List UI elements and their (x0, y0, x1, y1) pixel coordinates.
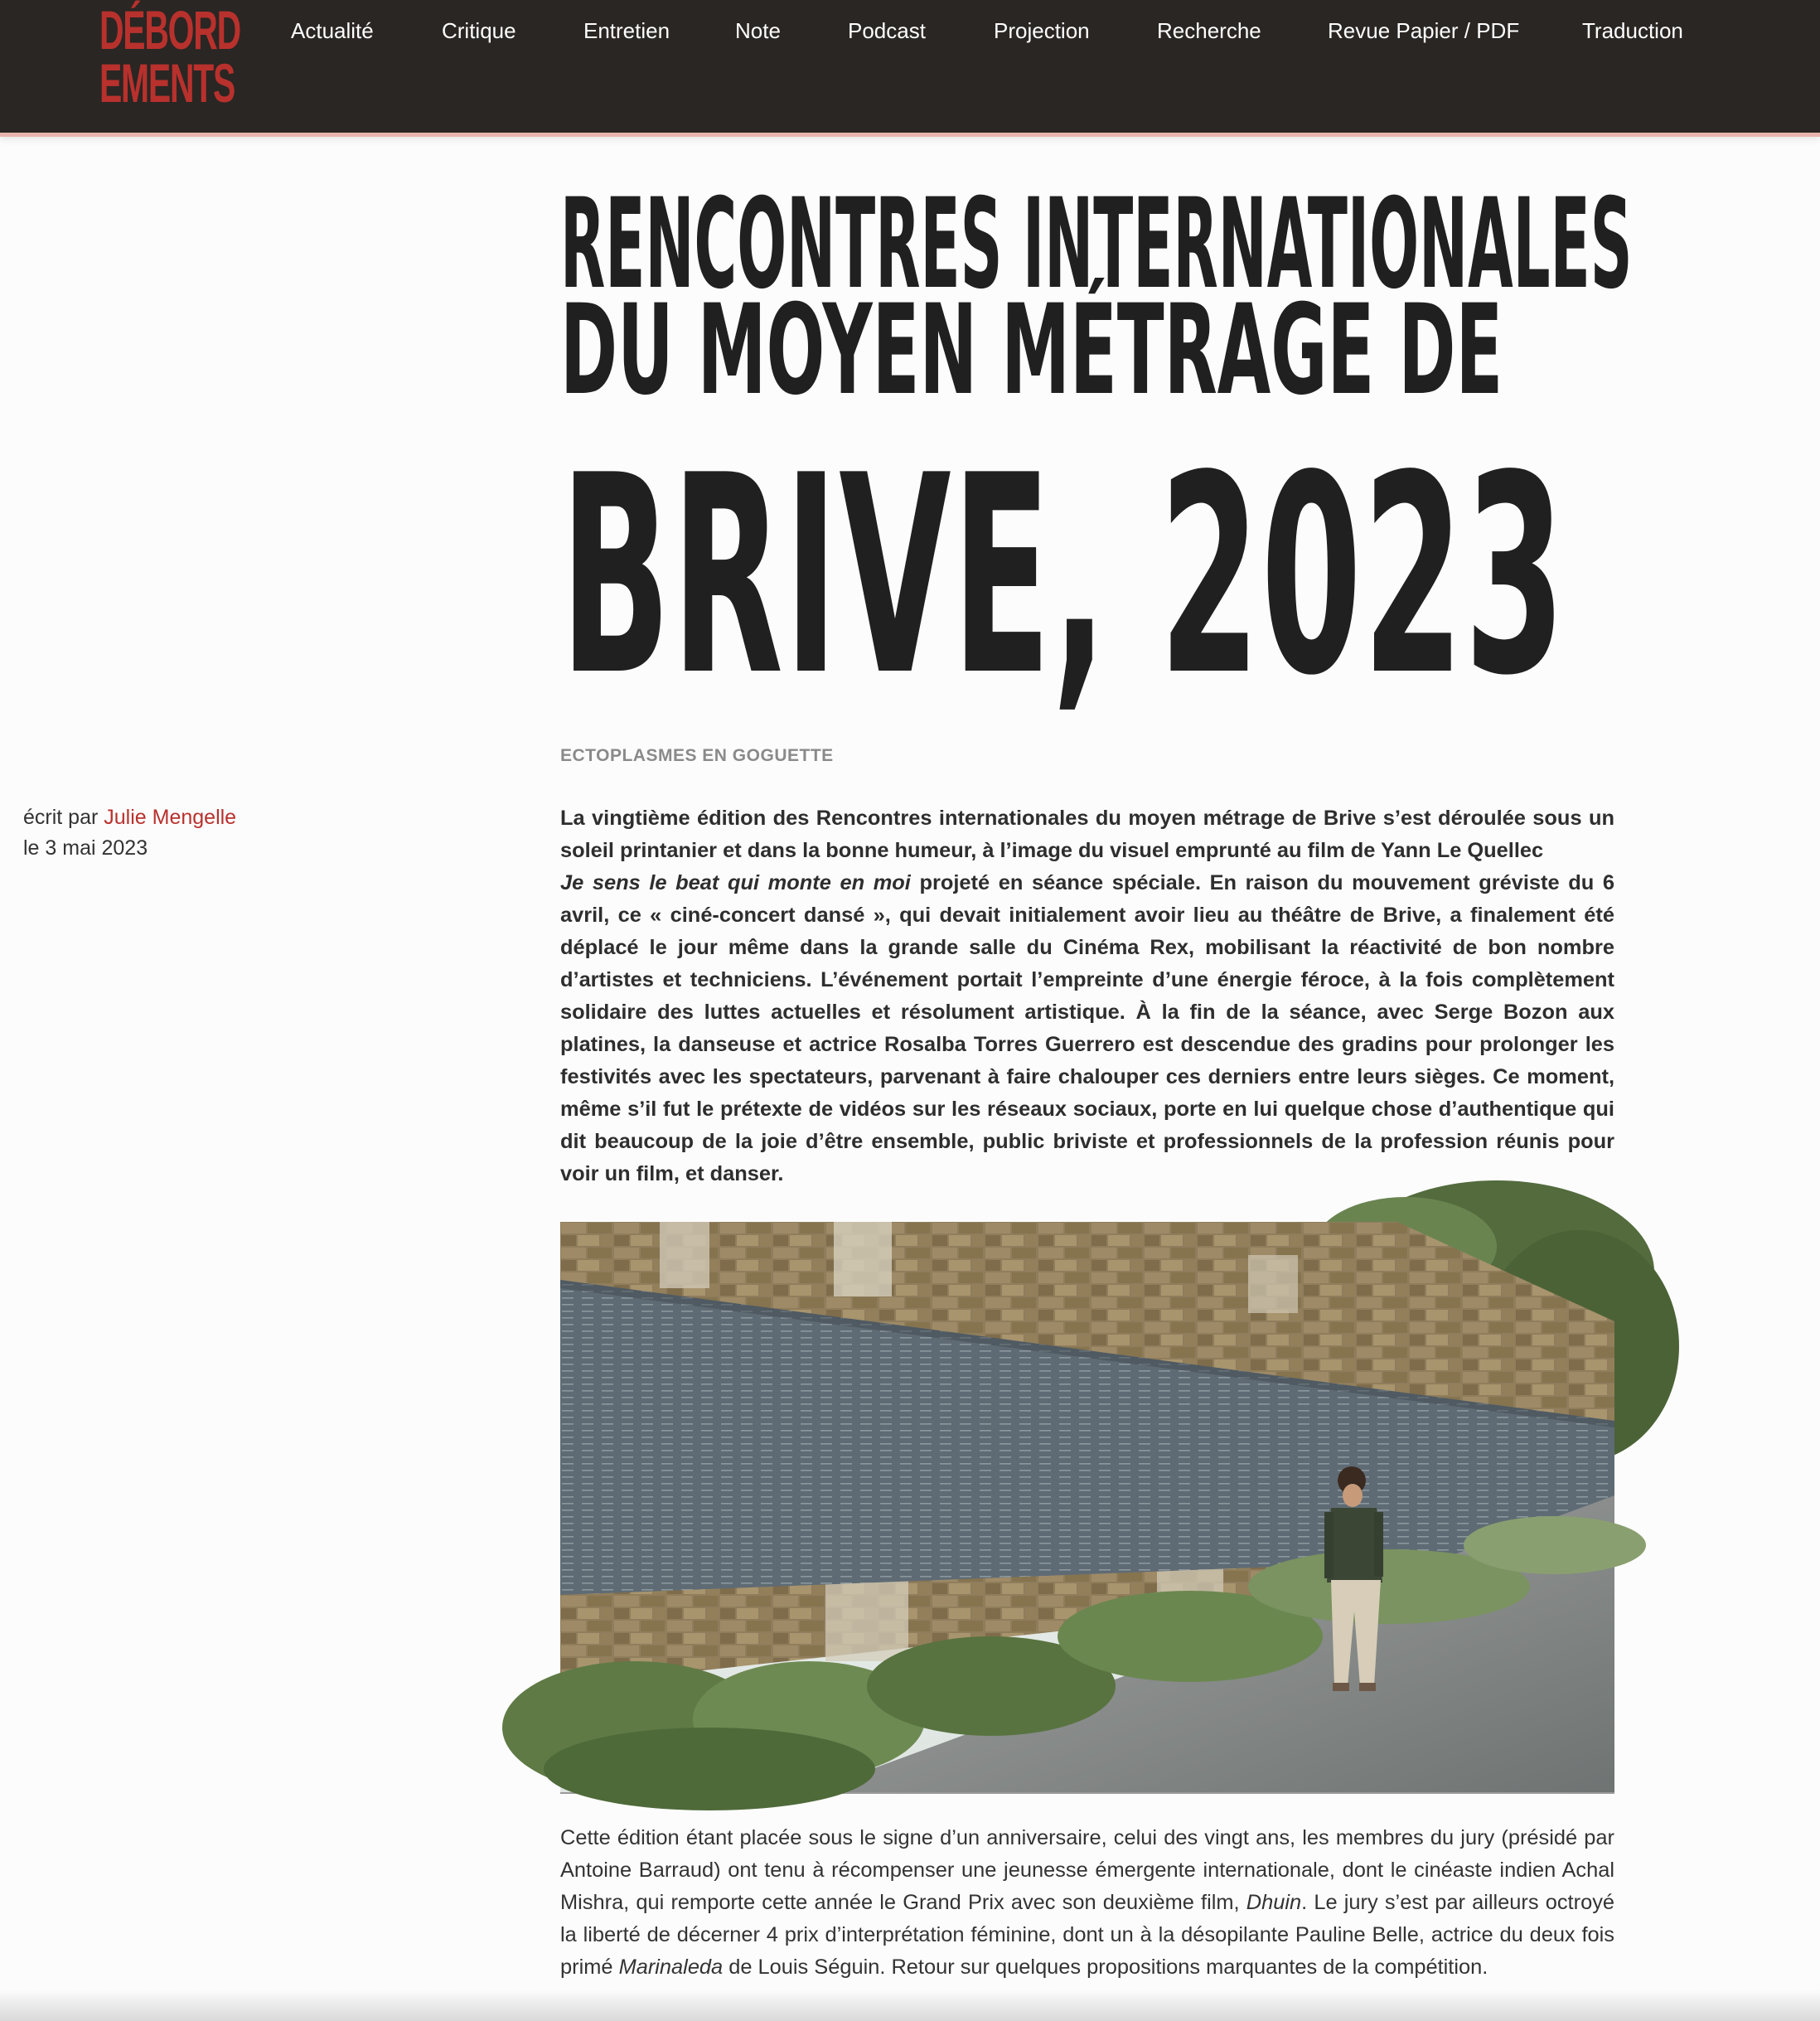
nav-item-entretien[interactable]: Entretien (583, 18, 670, 43)
title-line-2: DU MOYEN MÉTRAGE DE (560, 279, 1503, 423)
body-text-1: Cette édition étant placée sous le signe d’un anniversaire, celui des vingt ans, les membres du jury (présidé par Antoine Barraud) ont tenu à récompenser une jeunesse émergente internationale, dont le cinéaste indien Achal Mishra, qui remporte cette année le Grand Prix avec son deuxième film, (560, 1826, 1614, 1914)
body-text-2: . Le jury s’est par ailleurs octroyé la liberté de décerner 4 prix d’interprétation féminine, dont un à la désopilante Pauline Belle, actrice du deux fois primé (560, 1891, 1615, 1979)
logo-line-2: EMENTS (99, 52, 235, 114)
body-text-3: de Louis Séguin. Retour sur quelques propositions marquantes de la compétition. (728, 1956, 1488, 1979)
nav-item-revue-papier[interactable]: Revue Papier / PDF (1328, 18, 1520, 43)
site-logo[interactable] (99, 0, 240, 114)
lead-film-title: Je sens le beat qui monte en moi (560, 871, 911, 894)
byline-prefix: écrit par (23, 806, 99, 829)
article-lead (560, 802, 1614, 1190)
nav-item-recherche[interactable]: Recherche (1157, 18, 1261, 43)
site-header (0, 0, 1820, 137)
title-line-3: BRIVE, 2023 (560, 417, 1566, 735)
article-paragraph (560, 1822, 1614, 1984)
nav-item-podcast[interactable]: Podcast (848, 18, 926, 43)
nav-item-projection[interactable]: Projection (994, 18, 1090, 43)
byline (23, 802, 236, 833)
lead-text-1: La vingtième édition des Rencontres internationales du moyen métrage de Brive s’est déroulée sous un soleil printanier et dans la bonne humeur, à l’image du visuel emprunté au film de Yann Le Quellec (560, 807, 1614, 862)
scroll-fade (0, 1989, 1820, 2021)
publish-date: le 3 mai 2023 (23, 836, 148, 860)
film-title-dhuin: Dhuin (1246, 1891, 1302, 1914)
article-title (560, 172, 1633, 746)
article-photo (560, 1222, 1614, 1794)
author-link[interactable]: Julie Mengelle (104, 806, 237, 829)
nav-item-note[interactable]: Note (735, 18, 781, 43)
title-line-1: RENCONTRES INTERNATIONALES (560, 172, 1633, 317)
logo-line-1: DÉBORD (99, 0, 240, 61)
film-still-wall-walker (560, 1222, 1614, 1792)
article-subtitle: ECTOPLASMES EN GOGUETTE (560, 746, 834, 765)
nav-item-traduction[interactable]: Traduction (1582, 18, 1683, 43)
lead-text-2: projeté en séance spéciale. En raison du mouvement gréviste du 6 avril, ce « ciné-concert dansé », qui devait initialement avoir lieu au théâtre de Brive, a finalement été déplacé le jour même dans la grande salle du Cinéma Rex, mobilisant la réactivité de bon nombre d’artistes et techniciens. L’événement portait l’empreinte d’une énergie féroce, à la fois complètement solidaire des luttes actuelles et résolument artistique. À la fin de la séance, avec Serge Bozon aux platines, la danseuse et actrice Rosalba Torres Guerrero est descendue des gradins pour prolonger les festivités avec les spectateurs, parvenant à faire chalouper ces derniers entre leurs sièges. Ce moment, même s’il fut le prétexte de vidéos sur les réseaux sociaux, porte en lui quelque chose d’authentique qui dit beaucoup de la joie d’être ensemble, public briviste et professionnels de la profession réunis pour voir un film, et danser. (560, 871, 1614, 1185)
nav-item-actualite[interactable]: Actualité (291, 18, 374, 43)
film-title-marinaleda: Marinaleda (618, 1956, 724, 1979)
article-meta (23, 802, 236, 864)
nav-item-critique[interactable]: Critique (442, 18, 516, 43)
